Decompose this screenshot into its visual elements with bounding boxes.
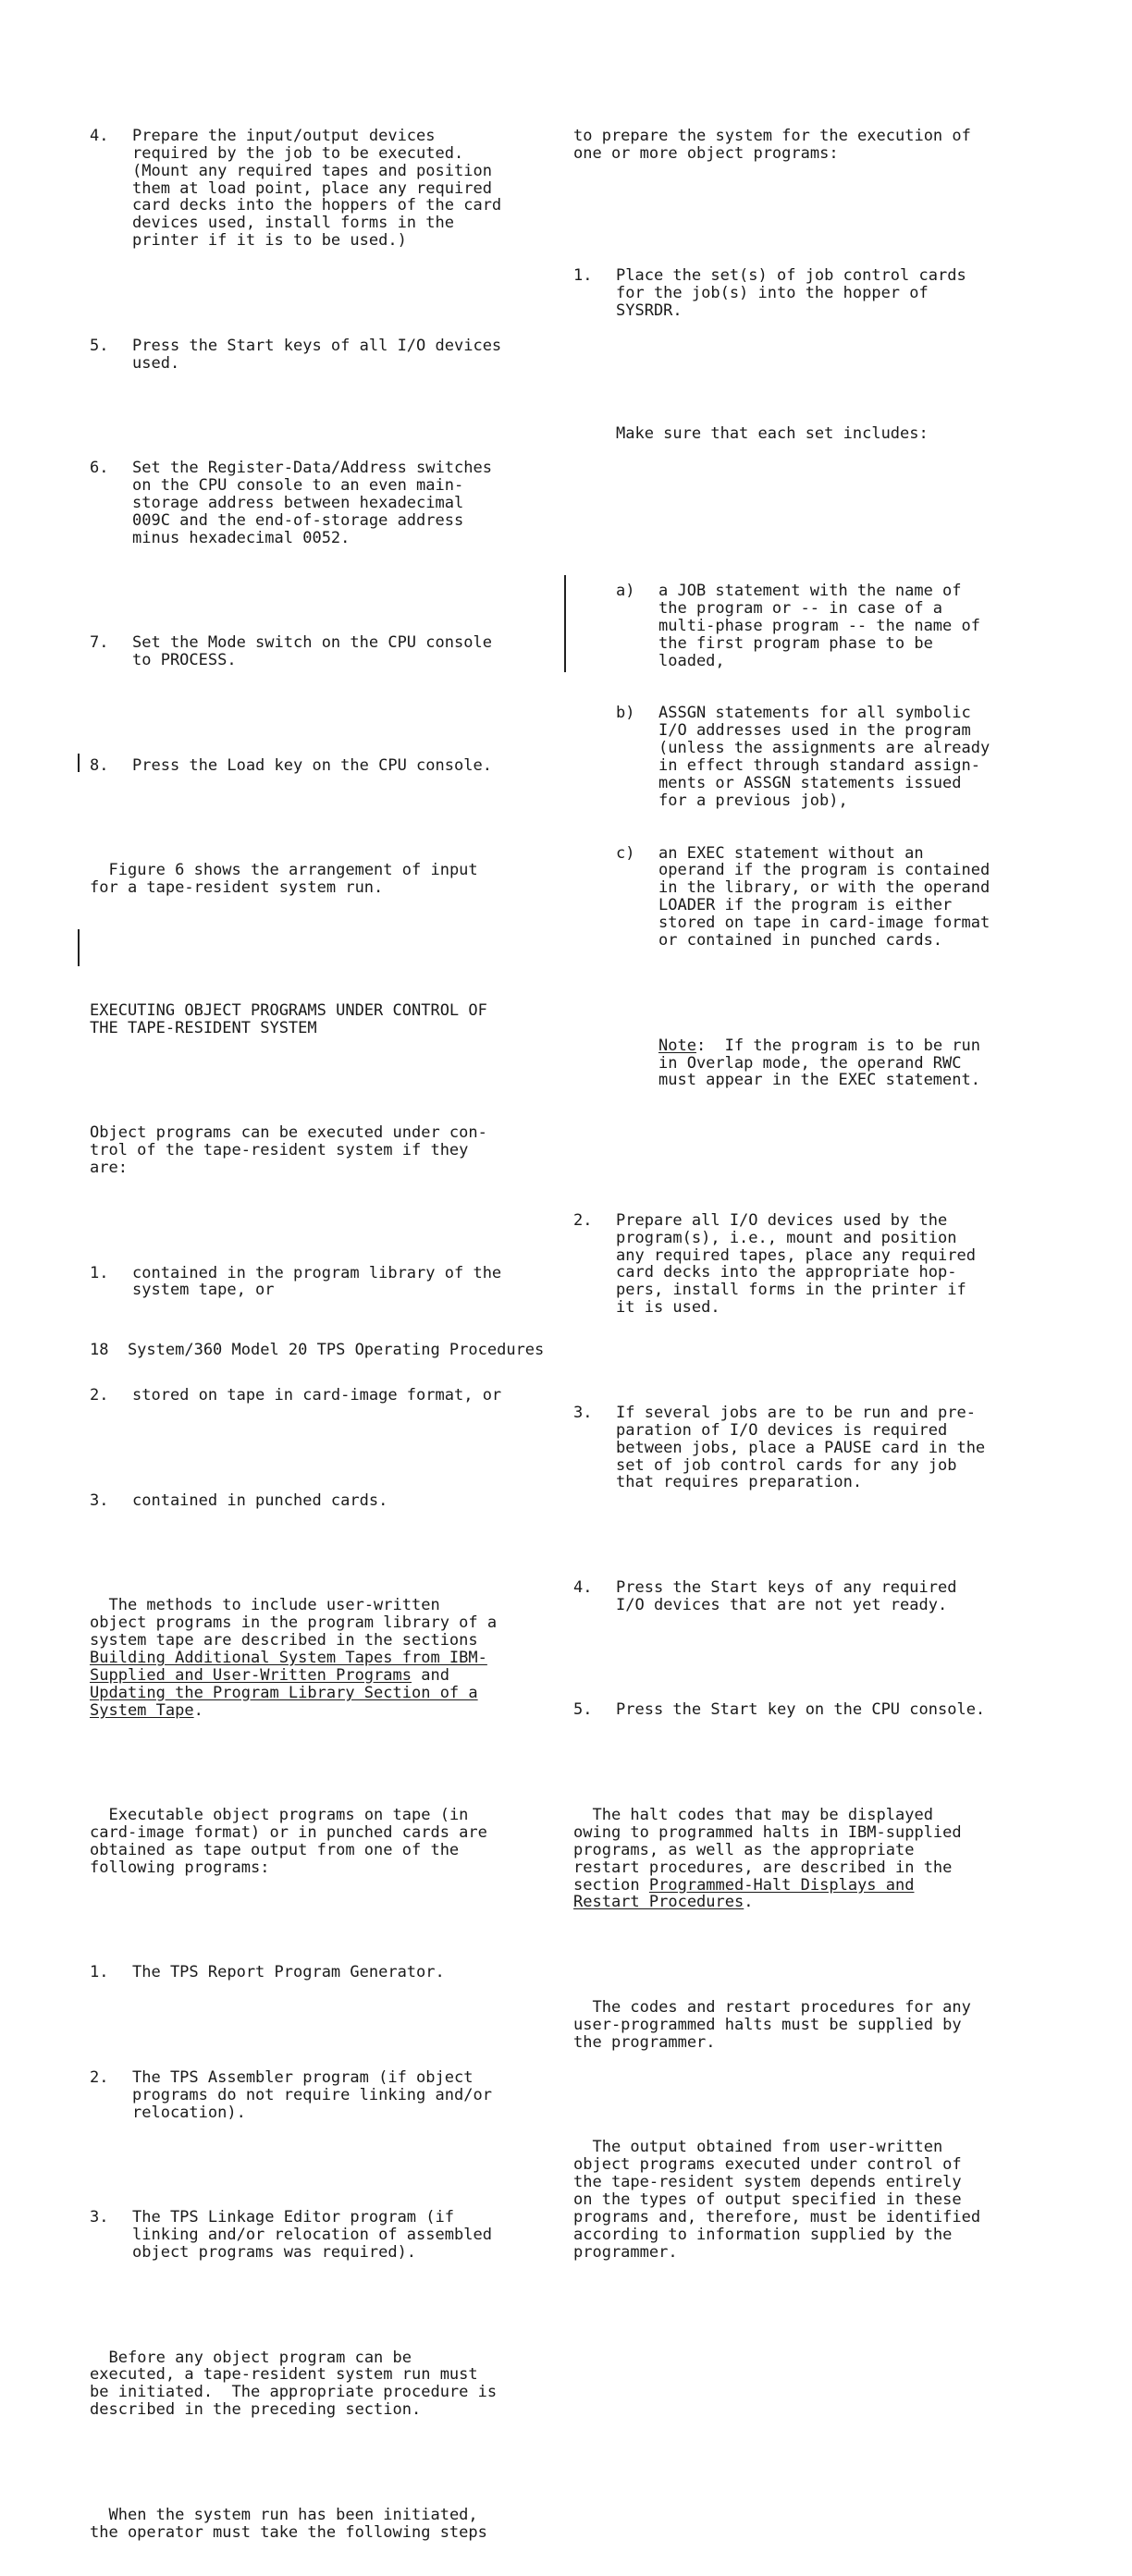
paragraph-intro: Object programs can be executed under con- trol of the tape-resident system if they are: [90,1123,487,1178]
list-item: 8. Press the Load key on the CPU console. [90,755,492,775]
list-item: 5. Press the Start keys of all I/O devices used. [90,336,502,373]
list-item-text: Place the set(s) of job control cards for the job(s) into the hopper of SYSRDR. [616,266,966,321]
list-item: 7. Set the Mode switch on the CPU console to PROCESS. [90,633,492,670]
note-text: : If the program is to be run in Overlap mode, the operand RWC must appear in the EXEC statement. [658,1036,980,1090]
paragraph-before: Before any object program can be executed, a tape-resident system run must be initiated. The appropriate procedure is described in the preceding section. [90,2348,498,2420]
left-column [90,92,557,2576]
section-reference-link: Programmed-Halt Displays and Restart Procedures [573,1875,915,1912]
paragraph-make-sure: Make sure that each set includes: [616,423,929,443]
list-item: 3. contained in punched cards. [90,1490,388,1510]
list-item: 4. Prepare the input/output devices required by the job to be executed. (Mount any required tapes and position them at load point, place any required card decks into the hoppers of the card devices used, install forms in the printer if it is to be used.) [90,126,502,251]
list-item: 1. contained in the program library of the system tape, or [90,1263,502,1300]
list-item-text: Prepare the input/output devices required by the job to be executed. (Mount any required tapes and position them at load point, place any required card decks into the hoppers of the card devices used, install forms in the printer if it is to be used.) [132,126,502,251]
list-item-text: contained in the program library of the system tape, or [132,1263,502,1300]
list-item-text: Set the Register-Data/Address switches on the CPU console to an even main- storage address between hexadecimal 009C and the end-of-storage address minus hexadecimal 0052. [132,459,492,547]
list-item-text: stored on tape in card-image format, or [132,1386,502,1405]
revision-bar [564,575,566,672]
paragraph-executable: Executable object programs on tape (in card-image format) or in punched cards are obtained as tape output from one of the following programs: [90,1806,487,1877]
list-item: 1. Place the set(s) of job control cards for the job(s) into the hopper of SYSRDR. [573,266,966,321]
paragraph-methods: The methods to include user-written object programs in the program library of a system tape are described in the sections Building Additional System Tapes from IBM- Supplied and User-Written Programs and Updating the Program Library Section of a System Tape. [90,1596,498,1720]
sub-list-item: c) an EXEC statement without an operand if the program is contained in the library, or with the operand LOADER if the program is either stored on tape in card-image format or contained in punched cards. [616,843,990,951]
section-heading: EXECUTING OBJECT PROGRAMS UNDER CONTROL OF THE TAPE-RESIDENT SYSTEM [90,1000,487,1037]
list-item-text: Set the Mode switch on the CPU console to PROCESS. [132,633,492,670]
list-item: 3. The TPS Linkage Editor program (if linking and/or relocation of assembled object programs was required). [90,2208,492,2262]
note-label: Note [658,1036,696,1055]
paragraph-when: When the system run has been initiated, the operator must take the following steps [90,2505,487,2542]
paragraph-continued: to prepare the system for the execution of one or more object programs: [573,126,971,163]
list-item-text: Press the Start keys of any required I/O devices that are not yet ready. [616,1577,957,1614]
list-item: 1. The TPS Report Program Generator. [90,1963,445,1982]
sub-list-item-text: an EXEC statement without an operand if the program is contained in the library, or with the operand LOADER if the program is either stored on tape in card-image format or contained in punched cards. [658,843,990,951]
list-item-text: Press the Start key on the CPU console. [616,1700,986,1720]
list-item: 3. If several jobs are to be run and pre- paration of I/O devices is required between jobs, place a PAUSE card in the set of job control cards for any job that requires preparation. [573,1403,986,1492]
sub-list [573,547,1036,1124]
list-item-text: If several jobs are to be run and pre- paration of I/O devices is required between jobs, place a PAUSE card in the set of job control cards for any job that requires preparation. [616,1403,986,1492]
paragraph-figure-reference: Figure 6 shows the arrangement of input for a tape-resident system run. [90,861,478,898]
sub-list-item: a) a JOB statement with the name of the program or -- in case of a multi-phase program -- the name of the first program phase to be loaded, [616,581,980,670]
paragraph-codes: The codes and restart procedures for any user-programmed halts must be supplied by the programmer. [573,1998,971,2052]
right-column [573,92,1036,2297]
list-item: 2. stored on tape in card-image format, or [90,1386,502,1405]
list-item-text: The TPS Report Program Generator. [132,1963,445,1982]
list-item-text: Press the Load key on the CPU console. [132,755,492,775]
sub-list-item-text: a JOB statement with the name of the program or -- in case of a multi-phase program -- the name of the first program phase to be loaded, [658,581,980,670]
note [616,1037,1036,1090]
list-item-text: Press the Start keys of all I/O devices used. [132,336,502,373]
list-item: 4. Press the Start keys of any required I/O devices that are not yet ready. [573,1577,957,1614]
list-item-text: contained in punched cards. [132,1490,388,1510]
section-reference-link: Updating the Program Library Section of a System Tape [90,1683,478,1720]
list-item-text: Prepare all I/O devices used by the program(s), i.e., mount and position any required tapes, place any required card decks into the appropriate hop- pers, install forms in the printer if it is used. [616,1210,976,1318]
sub-list-item-text: ASSGN statements for all symbolic I/O addresses used in the program (unless the assignments are already in effect through standard assign- ments or ASSGN statements issued for a previous job), [658,704,990,810]
section-reference-link: Building Additional System Tapes from IBM- Supplied and User-Written Programs [90,1648,487,1685]
sub-list-item: b) ASSGN statements for all symbolic I/O addresses used in the program (unless the assignments are already in effect through standard assign- ments or ASSGN statements issued for a previous job), [616,704,990,810]
page-footer: 18 System/360 Model 20 TPS Operating Procedures [90,1341,545,1359]
paragraph-output: The output obtained from user-written object programs executed under control of the tape-resident system depends entirely on the types of output specified in these programs and, therefore, must be identified according to information supplied by the programmer. [573,2138,981,2262]
list-item: 5. Press the Start key on the CPU console. [573,1700,986,1720]
list-item: 6. Set the Register-Data/Address switches on the CPU console to an even main- storage address between hexadecimal 009C and the end-of-storage address minus hexadecimal 0052. [90,459,492,547]
list-item-text: The TPS Assembler program (if object programs do not require linking and/or relocation). [132,2067,492,2122]
list-item-text: The TPS Linkage Editor program (if linking and/or relocation of assembled object programs was required). [132,2208,492,2262]
revision-bar [78,754,80,772]
list-item: 2. The TPS Assembler program (if object programs do not require linking and/or relocation). [90,2067,492,2122]
revision-bar [78,929,80,966]
list-item: 2. Prepare all I/O devices used by the program(s), i.e., mount and position any required tapes, place any required card decks into the appropriate hop- pers, install forms in the printer if it is used. [573,1210,976,1318]
paragraph-halt-codes: The halt codes that may be displayed owing to programmed halts in IBM-supplied programs, as well as the appropriate restart procedures, are described in the section Programmed-Halt Displays and Restart Procedures. [573,1805,962,1912]
